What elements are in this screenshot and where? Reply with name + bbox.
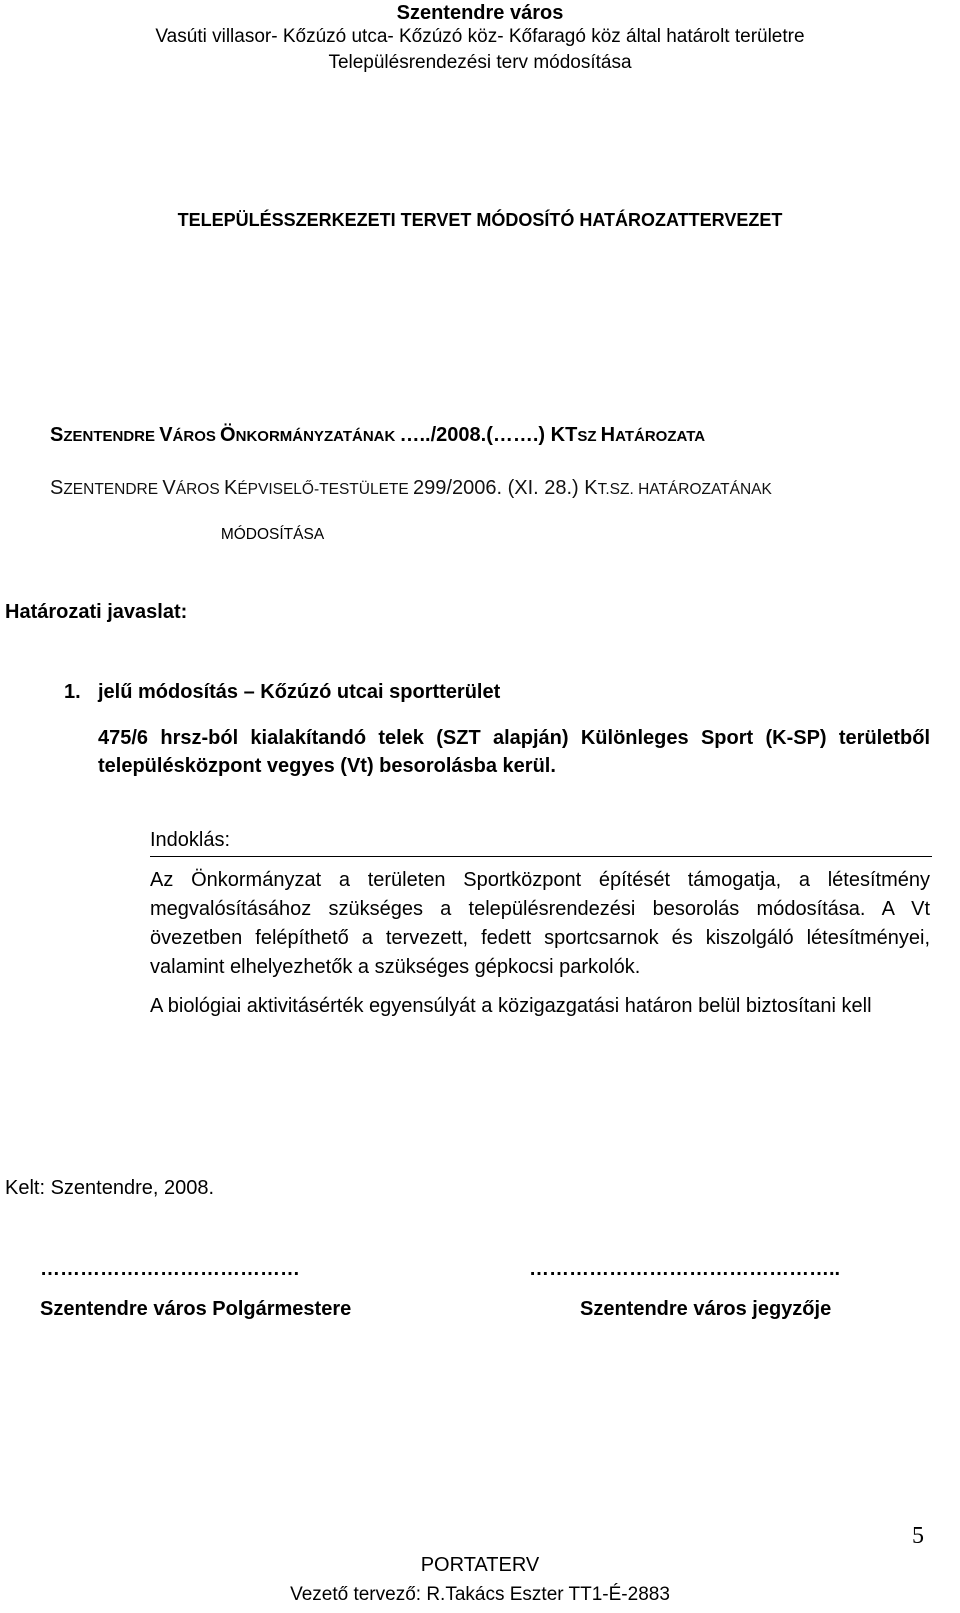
resolution-title-kt-rest: SZ: [577, 428, 601, 445]
signature-label-notary: Szentendre város jegyzője: [580, 1298, 832, 1320]
resolution-title-s-rest: ZENTENDRE: [63, 428, 160, 445]
signature-line-right: ………………………………………..: [529, 1258, 841, 1280]
header-area: Vasúti villasor- Kőzúzó utca- Kőzúzó köz- Kőfaragó köz által határolt területre: [155, 26, 805, 47]
resolution-title-h-rest: ATÁROZATA: [615, 428, 706, 445]
resolution-title-v-rest: ÁROS: [172, 428, 221, 445]
resolution-title-o: Ö: [220, 424, 236, 446]
amends-k: K: [223, 477, 238, 499]
amends-s: S: [50, 477, 64, 499]
amends-s-rest: ZENTENDRE: [63, 481, 163, 498]
amends-v: V: [162, 477, 176, 499]
amends-hat: HATÁROZATÁNAK: [633, 481, 772, 498]
main-title: TELEPÜLÉSSZERKEZETI TERVET MÓDOSÍTÓ HATÁROZATTERVEZET: [177, 210, 783, 230]
amends-k-rest: ÉPVISELŐ-TESTÜLETE: [237, 481, 414, 498]
signature-label-mayor: Szentendre város Polgármestere: [40, 1298, 352, 1320]
dated-line: Kelt: Szentendre, 2008.: [5, 1177, 215, 1199]
resolution-number: …../2008.(…….): [399, 424, 546, 446]
item-text: 475/6 hrsz-ból kialakítandó telek (SZT alapján) Különleges Sport (K-SP) területből településközpont vegyes (Vt) besorolásba kerül.: [98, 727, 930, 777]
page-number: 5: [912, 1523, 924, 1549]
resolution-title-o-rest: NKORMÁNYZATÁNAK: [235, 428, 400, 445]
header-city: Szentendre város: [396, 2, 564, 24]
item-number: 1.: [64, 681, 81, 703]
amends-v-rest: ÁROS: [175, 481, 224, 498]
amends-line: [50, 477, 772, 500]
signature-line-left: …………………………………: [40, 1258, 300, 1280]
amends-t-rest: T.SZ.: [597, 481, 634, 498]
justification-paragraph-1: Az Önkormányzat a területen Sportközpont építését támogatja, a létesítmény megvalósításához szükséges a településrendezési besorolás módosítása. A Vt övezetben felépíthető a tervezett, fedett sportcsarnok és kiszolgáló létesítményei, valamint elhelyezhetők a szükséges gépkocsi parkolók.: [150, 869, 930, 978]
item-heading: [64, 681, 500, 704]
justification-body: [150, 866, 930, 1021]
footer-designer: Vezető tervező: R.Takács Eszter TT1-É-2883: [290, 1584, 670, 1605]
header-subject: Településrendezési terv módosítása: [328, 52, 632, 73]
item-heading-text: jelű módosítás – Kőzúzó utcai sportterület: [98, 681, 501, 703]
justification-label: Indoklás:: [150, 829, 231, 851]
footer-company: PORTATERV: [420, 1554, 540, 1576]
amends-line-2: MÓDOSÍTÁSA: [220, 526, 325, 543]
justification-divider: [150, 856, 932, 857]
resolution-title-v: V: [159, 424, 173, 446]
justification-paragraph-2: A biológiai aktivitásérték egyensúlyát a közigazgatási határon belül biztosítani kell: [150, 995, 872, 1017]
resolution-title-kt: KT: [545, 424, 578, 446]
resolution-title-s: S: [50, 424, 64, 446]
amends-ref: 299/2006. (XI. 28.) K: [413, 477, 598, 499]
resolution-title-h: H: [600, 424, 616, 446]
proposal-label: Határozati javaslat:: [5, 601, 188, 623]
resolution-title: [50, 424, 705, 447]
